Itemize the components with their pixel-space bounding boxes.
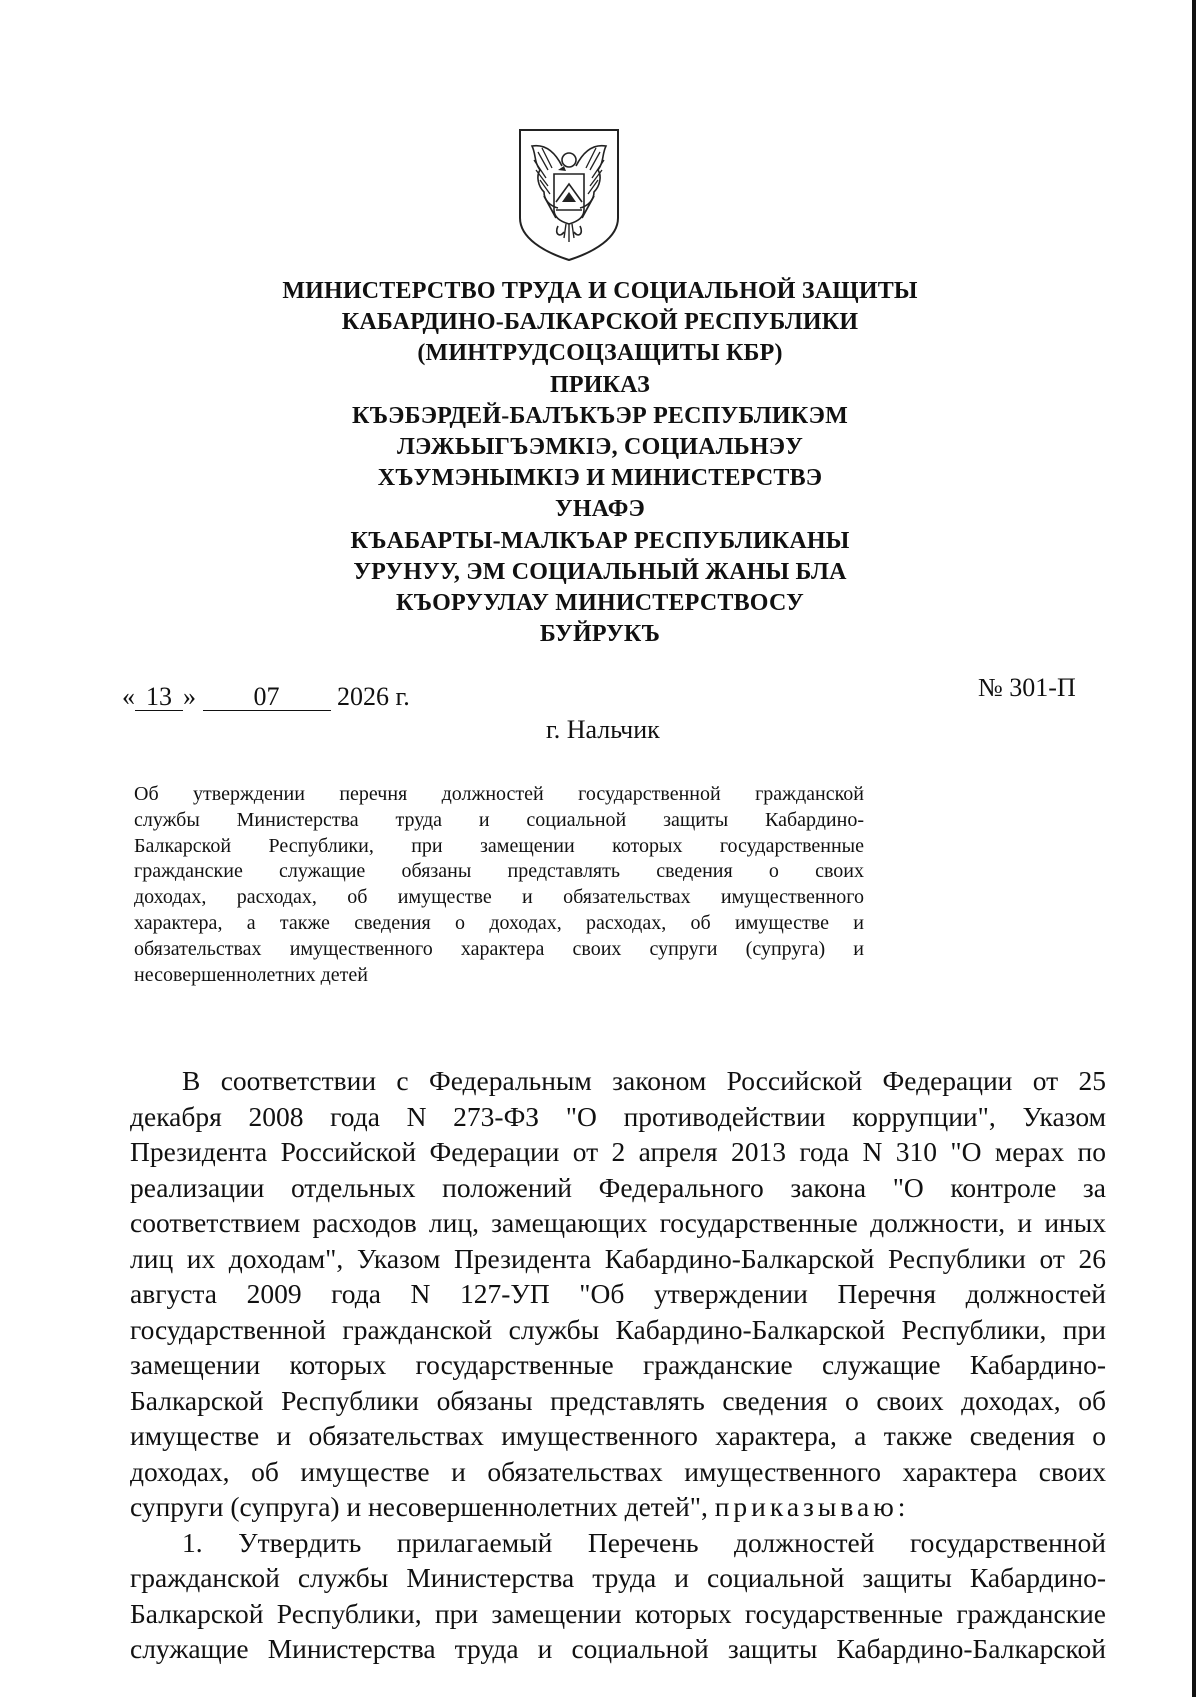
body-line: лиц их доходам", Указом Президента Кабардино-Балкарской Республики от 26 — [130, 1242, 1106, 1274]
item-1-line: 1. Утвердить прилагаемый Перечень должностей государственной — [182, 1526, 1106, 1558]
body-line: замещении которых государственные гражданские служащие Кабардино- — [130, 1349, 1106, 1380]
command-word: приказываю: — [714, 1491, 910, 1522]
date-year: 2026 г. — [337, 682, 410, 711]
header-line-balkar-3: КЪОРУУЛАУ МИНИСТЕРСТВОСУ — [396, 590, 804, 617]
date-day: 13 — [135, 684, 183, 711]
body-line: реализации отдельных положений Федерального закона "О контроле за — [130, 1171, 1106, 1203]
body-line: государственной гражданской службы Кабардино-Балкарской Республики, при — [130, 1313, 1106, 1345]
header-line-kabardian-3: ХЪУМЭНЫМКIЭ И МИНИСТЕРСТВЭ — [377, 465, 823, 492]
body-line-prefix: супруги (супруга) и несовершеннолетних детей", — [130, 1491, 715, 1522]
order-body — [130, 1063, 1106, 1667]
item-1-line: гражданской службы Министерства труда и социальной защиты Кабардино- — [130, 1562, 1106, 1593]
header-line-order-kabardian: УНАФЭ — [555, 496, 645, 523]
date-month: 07 — [203, 684, 331, 711]
body-line-command — [130, 1489, 1106, 1525]
subject-line: обязательствах имущественного характера своих супруги (супруга) и — [134, 937, 864, 960]
item-1-line: Балкарской Республики, при замещении которых государственные гражданские — [130, 1597, 1106, 1629]
subject-line: Об утверждении перечня должностей государственной гражданской — [134, 783, 864, 805]
header-line-abbreviation: (МИНТРУДСОЦЗАЩИТЫ КБР) — [417, 340, 783, 367]
order-number: № 301-П — [978, 673, 1076, 702]
body-line: В соответствии с Федеральным законом Российской Федерации от 25 — [182, 1065, 1106, 1096]
subject-line: несовершеннолетних детей — [134, 963, 368, 986]
date-close-quote: » — [183, 682, 196, 711]
header-line-ministry: МИНИСТЕРСТВО ТРУДА И СОЦИАЛЬНОЙ ЗАЩИТЫ — [282, 278, 918, 304]
subject-line: доходах, расходах, об имуществе и обязательствах имущественного — [134, 886, 864, 909]
header-line-balkar-1: КЪАБАРТЫ-МАЛКЪАР РЕСПУБЛИКАНЫ — [350, 527, 850, 554]
body-line: декабря 2008 года N 273-ФЗ "О противодействии коррупции", Указом — [130, 1100, 1106, 1132]
body-line: доходах, об имуществе и обязательствах имущественного характера своих — [130, 1455, 1106, 1487]
document-header — [200, 276, 1000, 650]
subject-line: Балкарской Республики, при замещении которых государственные — [134, 834, 864, 857]
header-line-order-ru: ПРИКАЗ — [549, 371, 650, 398]
header-line-republic: КАБАРДИНО-БАЛКАРСКОЙ РЕСПУБЛИКИ — [341, 309, 859, 336]
header-line-balkar-2: УРУНУУ, ЭМ СОЦИАЛЬНЫЙ ЖАНЫ БЛА — [353, 558, 847, 585]
header-line-kabardian-1: КЪЭБЭРДЕЙ-БАЛЪКЪЭР РЕСПУБЛИКЭМ — [351, 402, 849, 429]
subject-line: гражданские служащие обязаны представлять сведения о своих — [134, 860, 864, 883]
item-1-line: служащие Министерства труда и социальной защиты Кабардино-Балкарской — [130, 1633, 1106, 1664]
body-line: имуществе и обязательствах имущественного характера, а также сведения о — [130, 1420, 1106, 1451]
body-line: августа 2009 года N 127-УП "Об утверждении Перечня должностей — [130, 1278, 1106, 1309]
subject-line: службы Министерства труда и социальной защиты Кабардино- — [134, 808, 864, 831]
order-subject — [134, 782, 864, 988]
order-date — [122, 682, 410, 712]
body-line: Президента Российской Федерации от 2 апреля 2013 года N 310 "О мерах по — [130, 1136, 1106, 1167]
body-line: Балкарской Республики обязаны представлять сведения о своих доходах, об — [130, 1384, 1106, 1416]
city: г. Нальчик — [546, 715, 660, 744]
coat-of-arms-icon — [514, 126, 624, 264]
body-line: соответствием расходов лиц, замещающих государственные должности, и иных — [130, 1207, 1106, 1238]
header-line-kabardian-2: ЛЭЖЬЫГЪЭМКIЭ, СОЦИАЛЬНЭУ — [396, 434, 804, 461]
date-open-quote: « — [122, 682, 135, 711]
header-line-order-balkar: БУЙРУКЪ — [539, 621, 661, 648]
scan-edge-border — [1192, 0, 1196, 1697]
subject-line: характера, а также сведения о доходах, расходах, об имуществе и — [134, 911, 864, 934]
